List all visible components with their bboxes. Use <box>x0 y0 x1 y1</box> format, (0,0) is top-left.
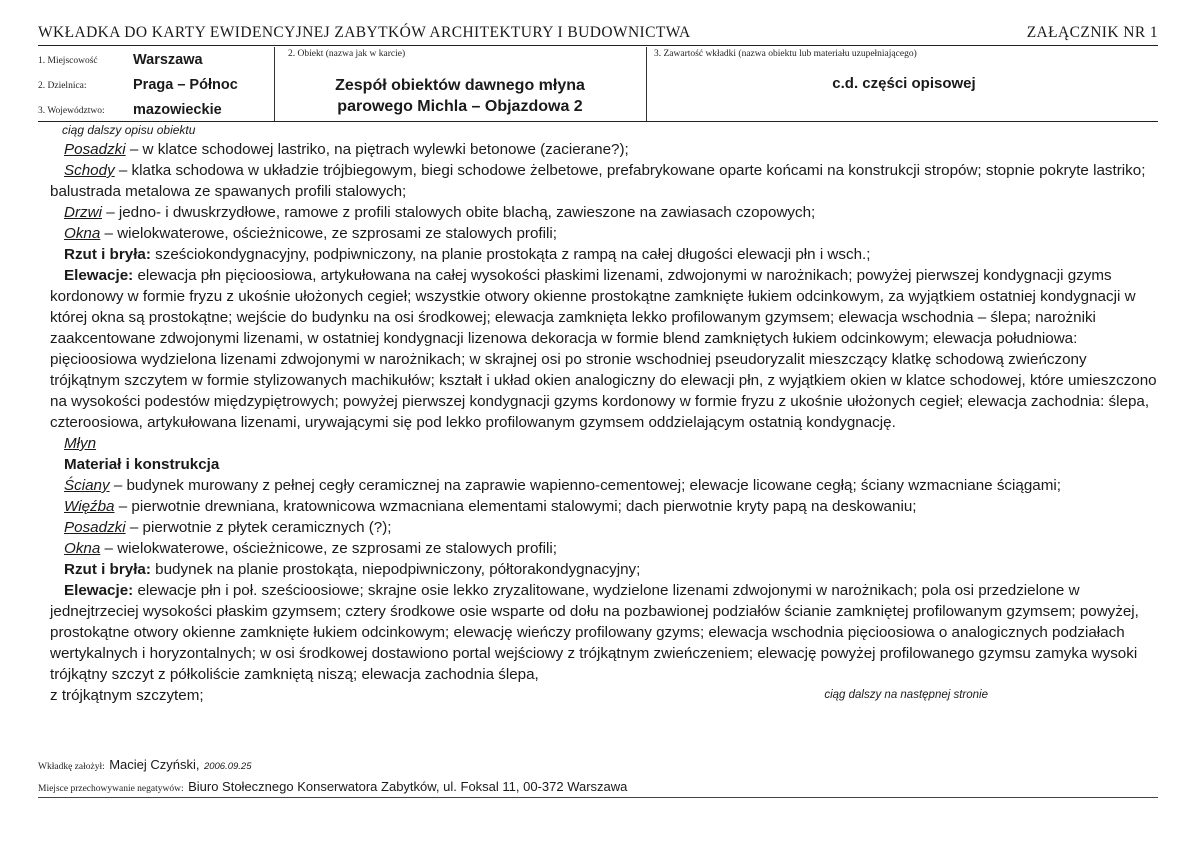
text: – klatka schodowa w układzie trójbiegowym, biegi schodowe żelbetowe, prefabrykowane oparte końcami na konstrukcji stropów; stopnie pokryte lastriko; balustrada metalowa ze spawanych profili stalowych; <box>50 162 1146 200</box>
object-label: 2. Obiekt (nazwa jak w karcie) <box>288 49 406 59</box>
text: – wielokwaterowe, ościeżnicowe, ze szprosami ze stalowych profili; <box>100 540 557 557</box>
description-body <box>50 122 1158 706</box>
district-field <box>38 72 274 94</box>
header-rule <box>38 45 1158 46</box>
district-label: 2. Dzielnica: <box>38 81 87 91</box>
annex-number: ZAŁĄCZNIK NR 1 <box>1026 24 1158 41</box>
footer-author <box>38 756 1158 774</box>
text: sześciokondygnacyjny, podpiwniczony, na planie prostokąta z rampą na całej długości elewacji płn i wsch.; <box>150 246 871 263</box>
locality-value: Warszawa <box>133 52 203 68</box>
term: Elewacje: <box>64 267 134 284</box>
paragraph-plan <box>50 244 1158 265</box>
storage-value: Biuro Stołecznego Konserwatora Zabytków, ul. Foksal 11, 00-372 Warszawa <box>188 779 628 794</box>
section-mill <box>50 433 1158 454</box>
text: z trójkątnym szczytem; <box>50 687 204 704</box>
paragraph-walls <box>50 475 1158 496</box>
voivodeship-value: mazowieckie <box>133 102 222 118</box>
term: Rzut i bryła: <box>64 246 151 263</box>
paragraph-floors <box>50 139 1158 160</box>
section-heading: Młyn <box>64 435 97 452</box>
object-name <box>274 75 646 117</box>
text: elewacja płn pięcioosiowa, artykułowana na całej wysokości płaskimi lizenami, zdwojonymi w narożnikach; powyżej pierwszej kondygnacji gzyms kordonowy w formie fryzu z ukośnie ułożonych cegieł; wszystkie otwory okienne prostokątne zamknięte łukiem odcinkowym, za wyjątkiem ostatniej kondygnacji w której okna są prostokątne; wejście do budynku na osi środkowej; elewacja zamknięta lekko profilowanym gzymsem; elewacja wschodnia – ślepa; narożniki zaakcentowane zdwojonymi lizenami, w ostatniej kondygnacji lizenowa dekoracja w formie blend zamkniętych łukiem odcinkowym; elewacja południowa: pięcioosiowa wydzielona lizenami zdwojonymi w narożnikach; w skrajnej osi po stronie wschodniej pseudoryzalit mieszczący klatkę schodową zwieńczony trójkątnym szczytem w formie stylizowanych machikułów; kształt i układ okien analogiczny do elewacji płn, z wyjątkiem okien w klatce schodowej, które umieszczono na wysokości podestów międzypiętrowych; powyżej pierwszej kondygnacji gzyms kordonowy w formie fryzu z ukośnie ułożonych cegieł; elewacja zachodnia: ślepa, czteroosiowa, artykułowana lizenami, urywającymi się pod lekko profilowanym gzymsem oddzielającym ostatnią kondygnację. <box>50 267 1157 431</box>
district-value: Praga – Północ <box>133 77 238 93</box>
author-date: 2006.09.25 <box>203 761 252 772</box>
paragraph-stairs <box>50 160 1158 202</box>
contents-label: 3. Zawartość wkładki (nazwa obiektu lub materiału uzupełniającego) <box>654 49 917 59</box>
author-label: Wkładkę założył: <box>38 762 105 772</box>
locality-label: 1. Miejscowość <box>38 56 98 66</box>
paragraph-elevations <box>50 265 1158 433</box>
contents-value: c.d. części opisowej <box>832 75 976 92</box>
voivodeship-field <box>38 97 274 119</box>
term: Posadzki <box>64 141 126 158</box>
paragraph-windows-mill <box>50 538 1158 559</box>
text: – budynek murowany z pełnej cegły ceramicznej na zaprawie wapienno-cementowej; elewacje licowane cegłą; ściany wzmacniane ściągami; <box>109 477 1061 494</box>
term: Schody <box>64 162 115 179</box>
paragraph-last-line <box>50 685 1158 706</box>
form-title: WKŁADKA DO KARTY EWIDENCYJNEJ ZABYTKÓW ARCHITEKTURY I BUDOWNICTWA <box>38 24 691 41</box>
object-name-line1: Zespół obiektów dawnego młyna <box>335 77 585 94</box>
term: Więźba <box>64 498 115 515</box>
page-header <box>38 24 1158 46</box>
footer-storage <box>38 778 1158 796</box>
paragraph-plan-mill <box>50 559 1158 580</box>
paragraph-doors <box>50 202 1158 223</box>
term: Elewacje: <box>64 582 134 599</box>
text: – wielokwaterowe, ościeżnicowe, ze szprosami ze stalowych profili; <box>100 225 557 242</box>
author-name: Maciej Czyński, <box>109 757 200 772</box>
text: – jedno- i dwuskrzydłowe, ramowe z profili stalowych obite blachą, zawieszone na zawiasach czopowych; <box>101 204 816 221</box>
paragraph-elevations-mill <box>50 580 1158 685</box>
term: Posadzki <box>64 519 126 536</box>
term: Okna <box>64 540 101 557</box>
term: Drzwi <box>64 204 102 221</box>
paragraph-roof-truss <box>50 496 1158 517</box>
text: – pierwotnie drewniana, kratownicowa wzmacniana elementami stalowymi; dach pierwotnie kryty papą na deskowaniu; <box>114 498 917 515</box>
text: – w klatce schodowej lastriko, na piętrach wylewki betonowe (zacierane?); <box>125 141 629 158</box>
term: Rzut i bryła: <box>64 561 151 578</box>
continuation-note: ciąg dalszy opisu obiektu <box>62 123 196 137</box>
continue-next-note: ciąg dalszy na następnej stronie <box>824 689 988 701</box>
paragraph-floors-mill <box>50 517 1158 538</box>
section-material: Materiał i konstrukcja <box>64 456 220 473</box>
column-divider <box>646 47 647 121</box>
text: – pierwotnie z płytek ceramicznych (?); <box>125 519 392 536</box>
metadata-table <box>38 47 1158 122</box>
paragraph-windows <box>50 223 1158 244</box>
locality-field <box>38 47 274 69</box>
text: budynek na planie prostokąta, niepodpiwniczony, półtorakondygnacyjny; <box>150 561 641 578</box>
storage-label: Miejsce przechowywanie negatywów: <box>38 784 184 794</box>
term: Okna <box>64 225 101 242</box>
object-name-line2: parowego Michla – Objazdowa 2 <box>337 98 583 115</box>
voivodeship-label: 3. Województwo: <box>38 106 105 116</box>
text: elewacje płn i poł. sześcioosiowe; skrajne osie lekko zryzalitowane, wydzielone lizenami zdwojonymi w narożnikach; pola osi przedzielone w jednejtrzeciej wysokości płaskim gzymsem; cztery środkowe osie wsparte od dołu na pozbawionej podziałów ścianie zamkniętej profilowanym gzymsem; powyżej, prostokątne otwory okienne zamknięte łukiem odcinkowym; elewację wieńczy profilowany gzyms; elewacja wschodnia pięcioosiowa o analogicznych podziałach wertykalnych i horyzontalnych; w osi środkowej dostawiono portal wejściowy z trójkątnym zwieńczeniem; elewację powyżej profilowanego gzymsu zamyka wysoki trójkątny szczyt z półkoliście zamkniętą niszą; elewacja zachodnia ślepa, <box>50 582 1139 683</box>
footer-rule <box>38 797 1158 798</box>
term: Ściany <box>64 477 110 494</box>
